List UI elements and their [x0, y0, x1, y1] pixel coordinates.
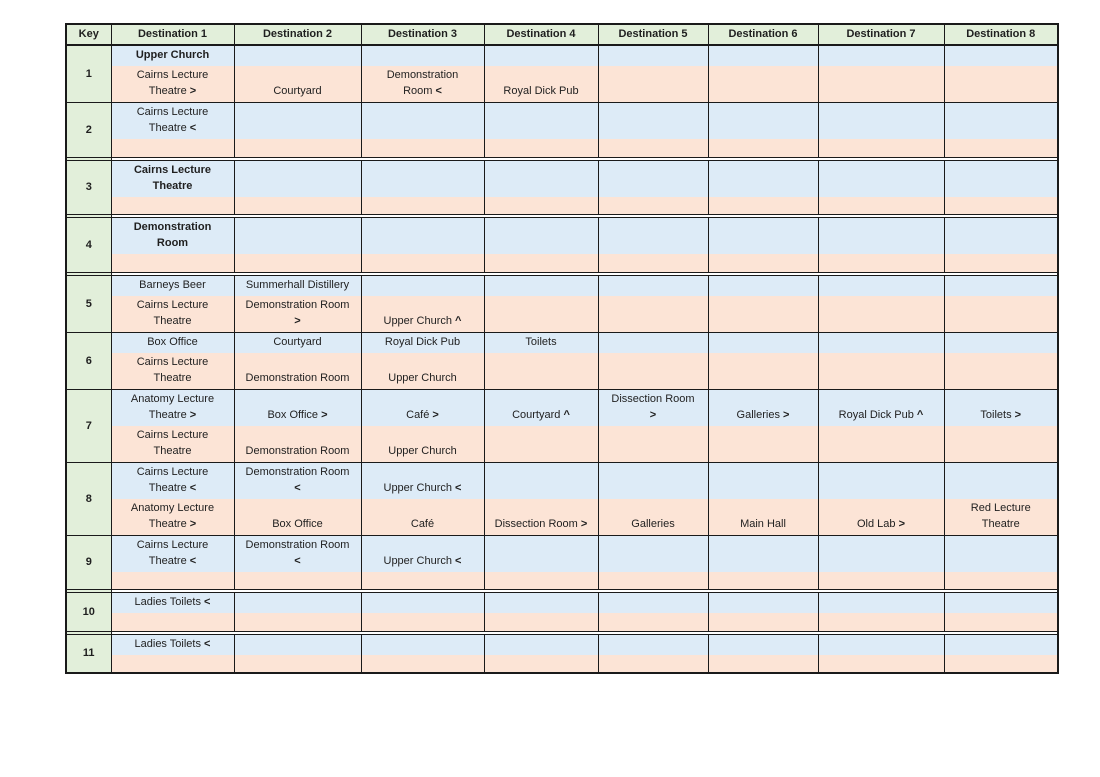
destination-cell: Café >: [361, 389, 484, 426]
destination-cell: [944, 254, 1058, 272]
destination-cell: Ladies Toilets <: [111, 593, 234, 614]
destination-cell: [818, 332, 944, 353]
destination-cell: [818, 254, 944, 272]
destination-cell: Upper Church <: [361, 462, 484, 499]
destination-cell: [708, 535, 818, 572]
direction-symbol: <: [455, 481, 462, 494]
destination-cell: Cairns Lecture Theatre <: [111, 462, 234, 499]
destination-cell: Upper Church: [361, 353, 484, 390]
key-group-8: [66, 462, 1058, 535]
destination-cell: Upper Church: [361, 426, 484, 463]
destination-cell: [708, 160, 818, 197]
destination-cell: Courtyard ^: [484, 389, 598, 426]
key-cell: 9: [66, 535, 111, 590]
destination-cell: [708, 139, 818, 157]
key-cell: 2: [66, 103, 111, 158]
destination-cell: Dissection Room >: [484, 499, 598, 536]
destination-cell: [708, 296, 818, 333]
table-row: [66, 426, 1058, 463]
table-row: [66, 139, 1058, 157]
destination-cell: [598, 634, 708, 655]
table-row: [66, 462, 1058, 499]
spreadsheet-page: [65, 23, 1059, 674]
destination-cell: [944, 139, 1058, 157]
destination-cell: [234, 655, 361, 673]
destination-cell: [484, 634, 598, 655]
header-cell-destination-8: Destination 8: [944, 24, 1058, 45]
destination-cell: [818, 275, 944, 296]
destination-cell: Barneys Beer: [111, 275, 234, 296]
destination-cell: [708, 426, 818, 463]
destination-cell: Galleries: [598, 499, 708, 536]
header-cell-destination-3: Destination 3: [361, 24, 484, 45]
destination-cell: [598, 332, 708, 353]
destination-cell: Red Lecture Theatre: [944, 499, 1058, 536]
destination-cell: [708, 254, 818, 272]
header-cell-destination-2: Destination 2: [234, 24, 361, 45]
destination-cell: [818, 45, 944, 66]
destination-cell: Demonstration Room <: [361, 66, 484, 103]
table-row: [66, 45, 1058, 66]
destination-cell: [944, 572, 1058, 590]
destination-cell: [818, 426, 944, 463]
direction-symbol: >: [898, 517, 906, 530]
destination-cell: [598, 139, 708, 157]
destination-cell: Toilets: [484, 332, 598, 353]
destination-cell: [598, 296, 708, 333]
destination-cell: [944, 426, 1058, 463]
destination-cell: [598, 572, 708, 590]
table-row: [66, 613, 1058, 631]
destination-cell: [484, 45, 598, 66]
destination-cell: [234, 45, 361, 66]
direction-symbol: <: [189, 554, 197, 567]
header-cell-destination-1: Destination 1: [111, 24, 234, 45]
destination-cell: Old Lab >: [818, 499, 944, 536]
destination-cell: [708, 45, 818, 66]
key-group-6: [66, 332, 1058, 389]
destination-cell: [944, 353, 1058, 390]
destination-cell: [708, 462, 818, 499]
destination-cell: [484, 218, 598, 255]
destination-cell: Upper Church: [111, 45, 234, 66]
destination-cell: [234, 139, 361, 157]
table-row: [66, 572, 1058, 590]
destination-cell: [598, 197, 708, 215]
destination-cell: Anatomy Lecture Theatre >: [111, 499, 234, 536]
direction-symbol: <: [435, 85, 442, 97]
key-group-10: [66, 593, 1058, 632]
direction-symbol: <: [294, 554, 301, 567]
destination-cell: [484, 462, 598, 499]
destination-cell: [361, 160, 484, 197]
destination-cell: [818, 462, 944, 499]
header-cell-destination-4: Destination 4: [484, 24, 598, 45]
destination-cell: Cairns Lecture Theatre: [111, 296, 234, 333]
destination-cell: [484, 572, 598, 590]
destination-cell: [484, 103, 598, 140]
destination-cell: [361, 197, 484, 215]
destination-cell: Upper Church <: [361, 535, 484, 572]
destination-cell: [598, 45, 708, 66]
destination-cell: Summerhall Distillery: [234, 275, 361, 296]
destination-key-table: [65, 23, 1059, 674]
table-row: [66, 499, 1058, 536]
destination-cell: [361, 254, 484, 272]
destination-cell: [944, 197, 1058, 215]
destination-cell: Royal Dick Pub: [361, 332, 484, 353]
direction-symbol: <: [189, 122, 197, 134]
destination-cell: Cairns Lecture Theatre >: [111, 66, 234, 103]
destination-cell: [708, 655, 818, 673]
table-header: [66, 24, 1058, 45]
destination-cell: Courtyard: [234, 332, 361, 353]
destination-cell: Cairns Lecture Theatre <: [111, 103, 234, 140]
destination-cell: [598, 353, 708, 390]
destination-cell: [361, 139, 484, 157]
destination-cell: [111, 139, 234, 157]
destination-cell: [234, 254, 361, 272]
direction-symbol: >: [1014, 408, 1022, 421]
destination-cell: [111, 254, 234, 272]
destination-cell: [598, 160, 708, 197]
destination-cell: [484, 296, 598, 333]
destination-cell: [234, 634, 361, 655]
destination-cell: [361, 45, 484, 66]
key-cell: 1: [66, 45, 111, 103]
key-group-3: [66, 160, 1058, 215]
destination-cell: [111, 197, 234, 215]
destination-cell: [818, 572, 944, 590]
direction-symbol: >: [649, 408, 657, 421]
destination-cell: Courtyard: [234, 66, 361, 103]
destination-cell: [484, 139, 598, 157]
destination-cell: [111, 572, 234, 590]
key-group-1: [66, 45, 1058, 103]
destination-cell: [708, 613, 818, 631]
destination-cell: [484, 160, 598, 197]
direction-symbol: >: [321, 408, 328, 421]
destination-cell: Cairns Lecture Theatre: [111, 160, 234, 197]
table-row: [66, 332, 1058, 353]
table-row: [66, 634, 1058, 655]
table-row: [66, 389, 1058, 426]
destination-cell: [361, 218, 484, 255]
destination-cell: [818, 613, 944, 631]
direction-symbol: <: [204, 637, 211, 650]
direction-symbol: >: [189, 517, 197, 530]
destination-cell: Cairns Lecture Theatre: [111, 426, 234, 463]
destination-cell: [818, 655, 944, 673]
destination-cell: [598, 426, 708, 463]
key-cell: 4: [66, 218, 111, 273]
destination-cell: [111, 613, 234, 631]
destination-cell: [944, 275, 1058, 296]
table-row: [66, 535, 1058, 572]
destination-cell: [361, 103, 484, 140]
destination-cell: Demonstration Room <: [234, 535, 361, 572]
table-row: [66, 296, 1058, 333]
direction-symbol: <: [455, 554, 462, 567]
key-cell: 5: [66, 275, 111, 332]
destination-cell: Royal Dick Pub ^: [818, 389, 944, 426]
destination-cell: [361, 275, 484, 296]
destination-cell: [234, 593, 361, 614]
destination-cell: [708, 103, 818, 140]
destination-cell: [818, 593, 944, 614]
key-cell: 8: [66, 462, 111, 535]
direction-symbol: <: [189, 481, 197, 494]
header-cell-destination-7: Destination 7: [818, 24, 944, 45]
table-row: [66, 593, 1058, 614]
destination-cell: [598, 66, 708, 103]
key-group-4: [66, 218, 1058, 273]
table-row: [66, 66, 1058, 103]
destination-cell: [944, 462, 1058, 499]
destination-cell: Demonstration Room: [111, 218, 234, 255]
key-group-7: [66, 389, 1058, 462]
direction-symbol: ^: [563, 408, 570, 421]
key-cell: 6: [66, 332, 111, 389]
destination-cell: [484, 254, 598, 272]
destination-cell: Ladies Toilets <: [111, 634, 234, 655]
destination-cell: [708, 66, 818, 103]
key-cell: 7: [66, 389, 111, 462]
destination-cell: [944, 613, 1058, 631]
destination-cell: [944, 634, 1058, 655]
destination-cell: [708, 332, 818, 353]
destination-cell: Demonstration Room <: [234, 462, 361, 499]
destination-cell: [598, 462, 708, 499]
destination-cell: [818, 139, 944, 157]
destination-cell: [598, 613, 708, 631]
destination-cell: [234, 197, 361, 215]
key-group-5: [66, 275, 1058, 332]
destination-cell: Café: [361, 499, 484, 536]
table-row: [66, 160, 1058, 197]
direction-symbol: ^: [455, 314, 462, 327]
destination-cell: Dissection Room >: [598, 389, 708, 426]
direction-symbol: >: [783, 408, 790, 421]
destination-cell: Royal Dick Pub: [484, 66, 598, 103]
destination-cell: [484, 613, 598, 631]
destination-cell: [818, 160, 944, 197]
destination-cell: [944, 332, 1058, 353]
destination-cell: [818, 197, 944, 215]
destination-cell: [361, 593, 484, 614]
destination-cell: Toilets >: [944, 389, 1058, 426]
destination-cell: [111, 655, 234, 673]
destination-cell: [944, 296, 1058, 333]
destination-cell: [598, 218, 708, 255]
table-row: [66, 103, 1058, 140]
destination-cell: [708, 593, 818, 614]
destination-cell: [484, 426, 598, 463]
destination-cell: [361, 655, 484, 673]
key-group-11: [66, 634, 1058, 673]
direction-symbol: <: [204, 596, 211, 608]
destination-cell: [484, 353, 598, 390]
header-cell-destination-5: Destination 5: [598, 24, 708, 45]
table-row: [66, 218, 1058, 255]
destination-cell: [484, 197, 598, 215]
destination-cell: [361, 634, 484, 655]
direction-symbol: >: [294, 314, 301, 327]
table-row: [66, 197, 1058, 215]
direction-symbol: >: [432, 408, 439, 421]
table-row: [66, 254, 1058, 272]
destination-cell: [708, 275, 818, 296]
destination-cell: [818, 66, 944, 103]
key-cell: 3: [66, 160, 111, 215]
destination-cell: [361, 613, 484, 631]
destination-cell: [818, 634, 944, 655]
destination-cell: [484, 655, 598, 673]
destination-cell: [598, 535, 708, 572]
destination-cell: [234, 613, 361, 631]
destination-cell: [944, 66, 1058, 103]
destination-cell: [598, 103, 708, 140]
destination-cell: Box Office: [111, 332, 234, 353]
key-group-2: [66, 103, 1058, 158]
destination-cell: [598, 254, 708, 272]
destination-cell: [818, 296, 944, 333]
direction-symbol: <: [294, 481, 301, 494]
destination-cell: [818, 103, 944, 140]
destination-cell: [234, 103, 361, 140]
destination-cell: [944, 535, 1058, 572]
destination-cell: [818, 353, 944, 390]
table-row: [66, 275, 1058, 296]
destination-cell: [708, 353, 818, 390]
destination-cell: [598, 275, 708, 296]
destination-cell: [818, 535, 944, 572]
header-cell-destination-6: Destination 6: [708, 24, 818, 45]
destination-cell: [708, 634, 818, 655]
destination-cell: Upper Church ^: [361, 296, 484, 333]
destination-cell: [944, 103, 1058, 140]
direction-symbol: >: [189, 85, 197, 97]
destination-cell: Anatomy Lecture Theatre >: [111, 389, 234, 426]
destination-cell: Cairns Lecture Theatre <: [111, 535, 234, 572]
direction-symbol: >: [189, 408, 197, 421]
table-row: [66, 655, 1058, 673]
key-cell: 10: [66, 593, 111, 632]
destination-cell: Demonstration Room: [234, 353, 361, 390]
key-cell: 11: [66, 634, 111, 673]
destination-cell: [944, 655, 1058, 673]
destination-cell: [234, 572, 361, 590]
direction-symbol: >: [580, 517, 588, 530]
destination-cell: Main Hall: [708, 499, 818, 536]
destination-cell: [708, 218, 818, 255]
destination-cell: Demonstration Room >: [234, 296, 361, 333]
destination-cell: [944, 45, 1058, 66]
destination-cell: Demonstration Room: [234, 426, 361, 463]
destination-cell: [944, 160, 1058, 197]
destination-cell: [598, 593, 708, 614]
table-row: [66, 353, 1058, 390]
header-cell-key: Key: [66, 24, 111, 45]
destination-cell: [598, 655, 708, 673]
destination-cell: [361, 572, 484, 590]
destination-cell: Box Office >: [234, 389, 361, 426]
destination-cell: [944, 218, 1058, 255]
destination-cell: [234, 218, 361, 255]
destination-cell: [484, 593, 598, 614]
destination-cell: [234, 160, 361, 197]
destination-cell: [484, 535, 598, 572]
destination-cell: [484, 275, 598, 296]
destination-cell: [944, 593, 1058, 614]
destination-cell: Box Office: [234, 499, 361, 536]
destination-cell: [708, 197, 818, 215]
destination-cell: Galleries >: [708, 389, 818, 426]
destination-cell: Cairns Lecture Theatre: [111, 353, 234, 390]
destination-cell: [708, 572, 818, 590]
direction-symbol: ^: [916, 408, 924, 421]
destination-cell: [818, 218, 944, 255]
key-group-9: [66, 535, 1058, 590]
